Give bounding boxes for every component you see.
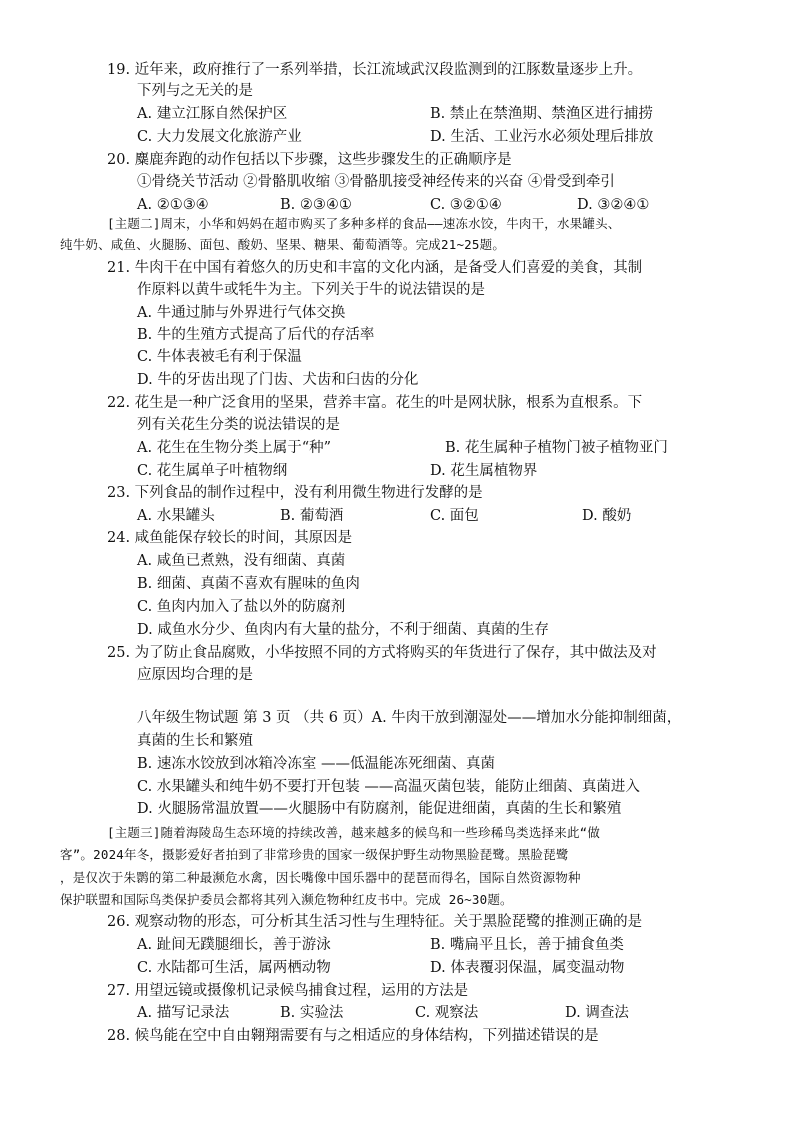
question-22-option-c: C. 花生属单子叶植物纲 — [137, 463, 288, 479]
question-21-stem: 21. 牛肉干在中国有着悠久的历史和丰富的文化内涵，是备受人们喜爱的美食，其制 — [107, 260, 643, 276]
question-23-option-d: D. 酸奶 — [582, 508, 632, 524]
question-20-option-c: C. ③②①④ — [430, 197, 502, 213]
question-21-option-c: C. 牛体表被毛有利于保温 — [137, 349, 302, 365]
question-24-option-a: A. 咸鱼已煮熟，没有细菌、真菌 — [137, 553, 346, 569]
question-23-option-b: B. 葡萄酒 — [280, 508, 344, 524]
question-26-option-d: D. 体表覆羽保温，属变温动物 — [430, 960, 625, 976]
question-20-option-a: A. ②①③④ — [137, 197, 209, 213]
question-27-option-b: B. 实验法 — [280, 1005, 344, 1021]
question-25-option-b: B. 速冻水饺放到冰箱冷冻室 ——低温能冻死细菌、真菌 — [137, 756, 495, 772]
question-23-stem: 23. 下列食品的制作过程中，没有利用微生物进行发酵的是 — [107, 485, 483, 501]
question-25-stem-cont: 应原因均合理的是 — [137, 667, 253, 683]
question-24-option-b: B. 细菌、真菌不喜欢有腥味的鱼肉 — [137, 576, 360, 592]
question-21-stem-cont: 作原料以黄牛或牦牛为主。下列关于牛的说法错误的是 — [137, 282, 485, 298]
topic-3-intro-line-2: 客”。2024年冬，摄影爱好者拍到了非常珍贵的国家一级保护野生动物黑脸琵鹭。黑脸琵鹭 — [60, 847, 569, 862]
question-23-option-c: C. 面包 — [430, 508, 479, 524]
question-25-option-d: D. 火腿肠常温放置——火腿肠中有防腐剂，能促进细菌，真菌的生长和繁殖 — [137, 801, 622, 817]
question-20-option-b: B. ②③④① — [280, 197, 352, 213]
question-21-option-b: B. 牛的生殖方式提高了后代的存活率 — [137, 327, 375, 343]
topic-3-intro-line-3: ，是仅次于朱鹮的第二种最濒危水禽，因长嘴像中国乐器中的琵琶而得名，国际自然资源物种 — [60, 870, 581, 885]
question-23-option-a: A. 水果罐头 — [137, 508, 215, 524]
topic-2-intro-line-1: [主题二]周末，小华和妈妈在超市购买了多种多样的食品——速冻水饺，牛肉干，水果罐头、 — [107, 216, 621, 231]
question-22-stem-cont: 列有关花生分类的说法错误的是 — [137, 417, 340, 433]
question-26-option-a: A. 趾间无蹼腿细长，善于游泳 — [137, 937, 331, 953]
question-19-option-a: A. 建立江豚自然保护区 — [137, 106, 288, 122]
question-21-option-d: D. 牛的牙齿出现了门齿、犬齿和臼齿的分化 — [137, 372, 419, 388]
topic-3-intro-line-1: [主题三]随着海陵岛生态环境的持续改善，越来越多的候鸟和一些珍稀鸟类选择来此“做 — [107, 825, 601, 840]
question-26-option-b: B. 嘴扁平且长，善于捕食鱼类 — [430, 937, 624, 953]
question-22-stem: 22. 花生是一种广泛食用的坚果，营养丰富。花生的叶是网状脉，根系为直根系。下 — [107, 395, 643, 411]
question-25-stem: 25. 为了防止食品腐败，小华按照不同的方式将购买的年货进行了保存，其中做法及对 — [107, 645, 657, 661]
question-27-option-d: D. 调查法 — [565, 1005, 629, 1021]
topic-3-intro-line-4: 保护联盟和国际鸟类保护委员会都将其列入濒危物种红皮书中。完成 26~30题。 — [60, 892, 513, 907]
question-27-option-c: C. 观察法 — [415, 1005, 479, 1021]
question-28-stem: 28. 候鸟能在空中自由翱翔需要有与之相适应的身体结构，下列描述错误的是 — [107, 1028, 599, 1044]
question-19-option-b: B. 禁止在禁渔期、禁渔区进行捕捞 — [430, 106, 653, 122]
question-24-option-c: C. 鱼肉内加入了盐以外的防腐剂 — [137, 599, 346, 615]
question-27-stem: 27. 用望远镜或摄像机记录候鸟捕食过程，运用的方法是 — [107, 983, 469, 999]
question-26-stem: 26. 观察动物的形态，可分析其生活习性与生理特征。关于黑脸琵鹭的推测正确的是 — [107, 914, 643, 930]
question-20-stem: 20. 麋鹿奔跑的动作包括以下步骤，这些步骤发生的正确顺序是 — [107, 152, 512, 168]
question-22-option-d: D. 花生属植物界 — [430, 463, 538, 479]
question-20-option-d: D. ③②④① — [577, 197, 650, 213]
question-19-option-d: D. 生活、工业污水必须处理后排放 — [430, 129, 654, 145]
question-19-stem: 19. 近年来，政府推行了一系列举措，长江流域武汉段监测到的江豚数量逐步上升。 — [107, 62, 643, 78]
question-20-stem-cont: ①骨绕关节活动 ②骨骼肌收缩 ③骨骼肌接受神经传来的兴奋 ④骨受到牵引 — [137, 174, 615, 190]
question-19-option-c: C. 大力发展文化旅游产业 — [137, 129, 302, 145]
question-19-stem-cont: 下列与之无关的是 — [137, 83, 253, 99]
page-footer-with-option-a: 八年级生物试题 第 3 页 （共 6 页）A. 牛肉干放到潮湿处——增加水分能抑制细菌， — [137, 710, 682, 726]
question-24-option-d: D. 咸鱼水分少、鱼肉内有大量的盐分，不利于细菌、真菌的生存 — [137, 622, 549, 638]
question-21-option-a: A. 牛通过肺与外界进行气体交换 — [137, 305, 346, 321]
question-22-option-a: A. 花生在生物分类上属于“种” — [137, 440, 332, 456]
topic-2-intro-line-2: 纯牛奶、咸鱼、火腿肠、面包、酸奶、坚果、糖果、葡萄酒等。完成21~25题。 — [60, 237, 506, 252]
question-25-option-a-cont: 真菌的生长和繁殖 — [137, 733, 253, 749]
question-22-option-b: B. 花生属种子植物门被子植物亚门 — [445, 440, 668, 456]
question-26-option-c: C. 水陆都可生活，属两栖动物 — [137, 960, 331, 976]
question-24-stem: 24. 咸鱼能保存较长的时间，其原因是 — [107, 530, 353, 546]
question-27-option-a: A. 描写记录法 — [137, 1005, 230, 1021]
question-25-option-c: C. 水果罐头和纯牛奶不要打开包装 ——高温灭菌包装，能防止细菌、真菌进入 — [137, 779, 640, 795]
